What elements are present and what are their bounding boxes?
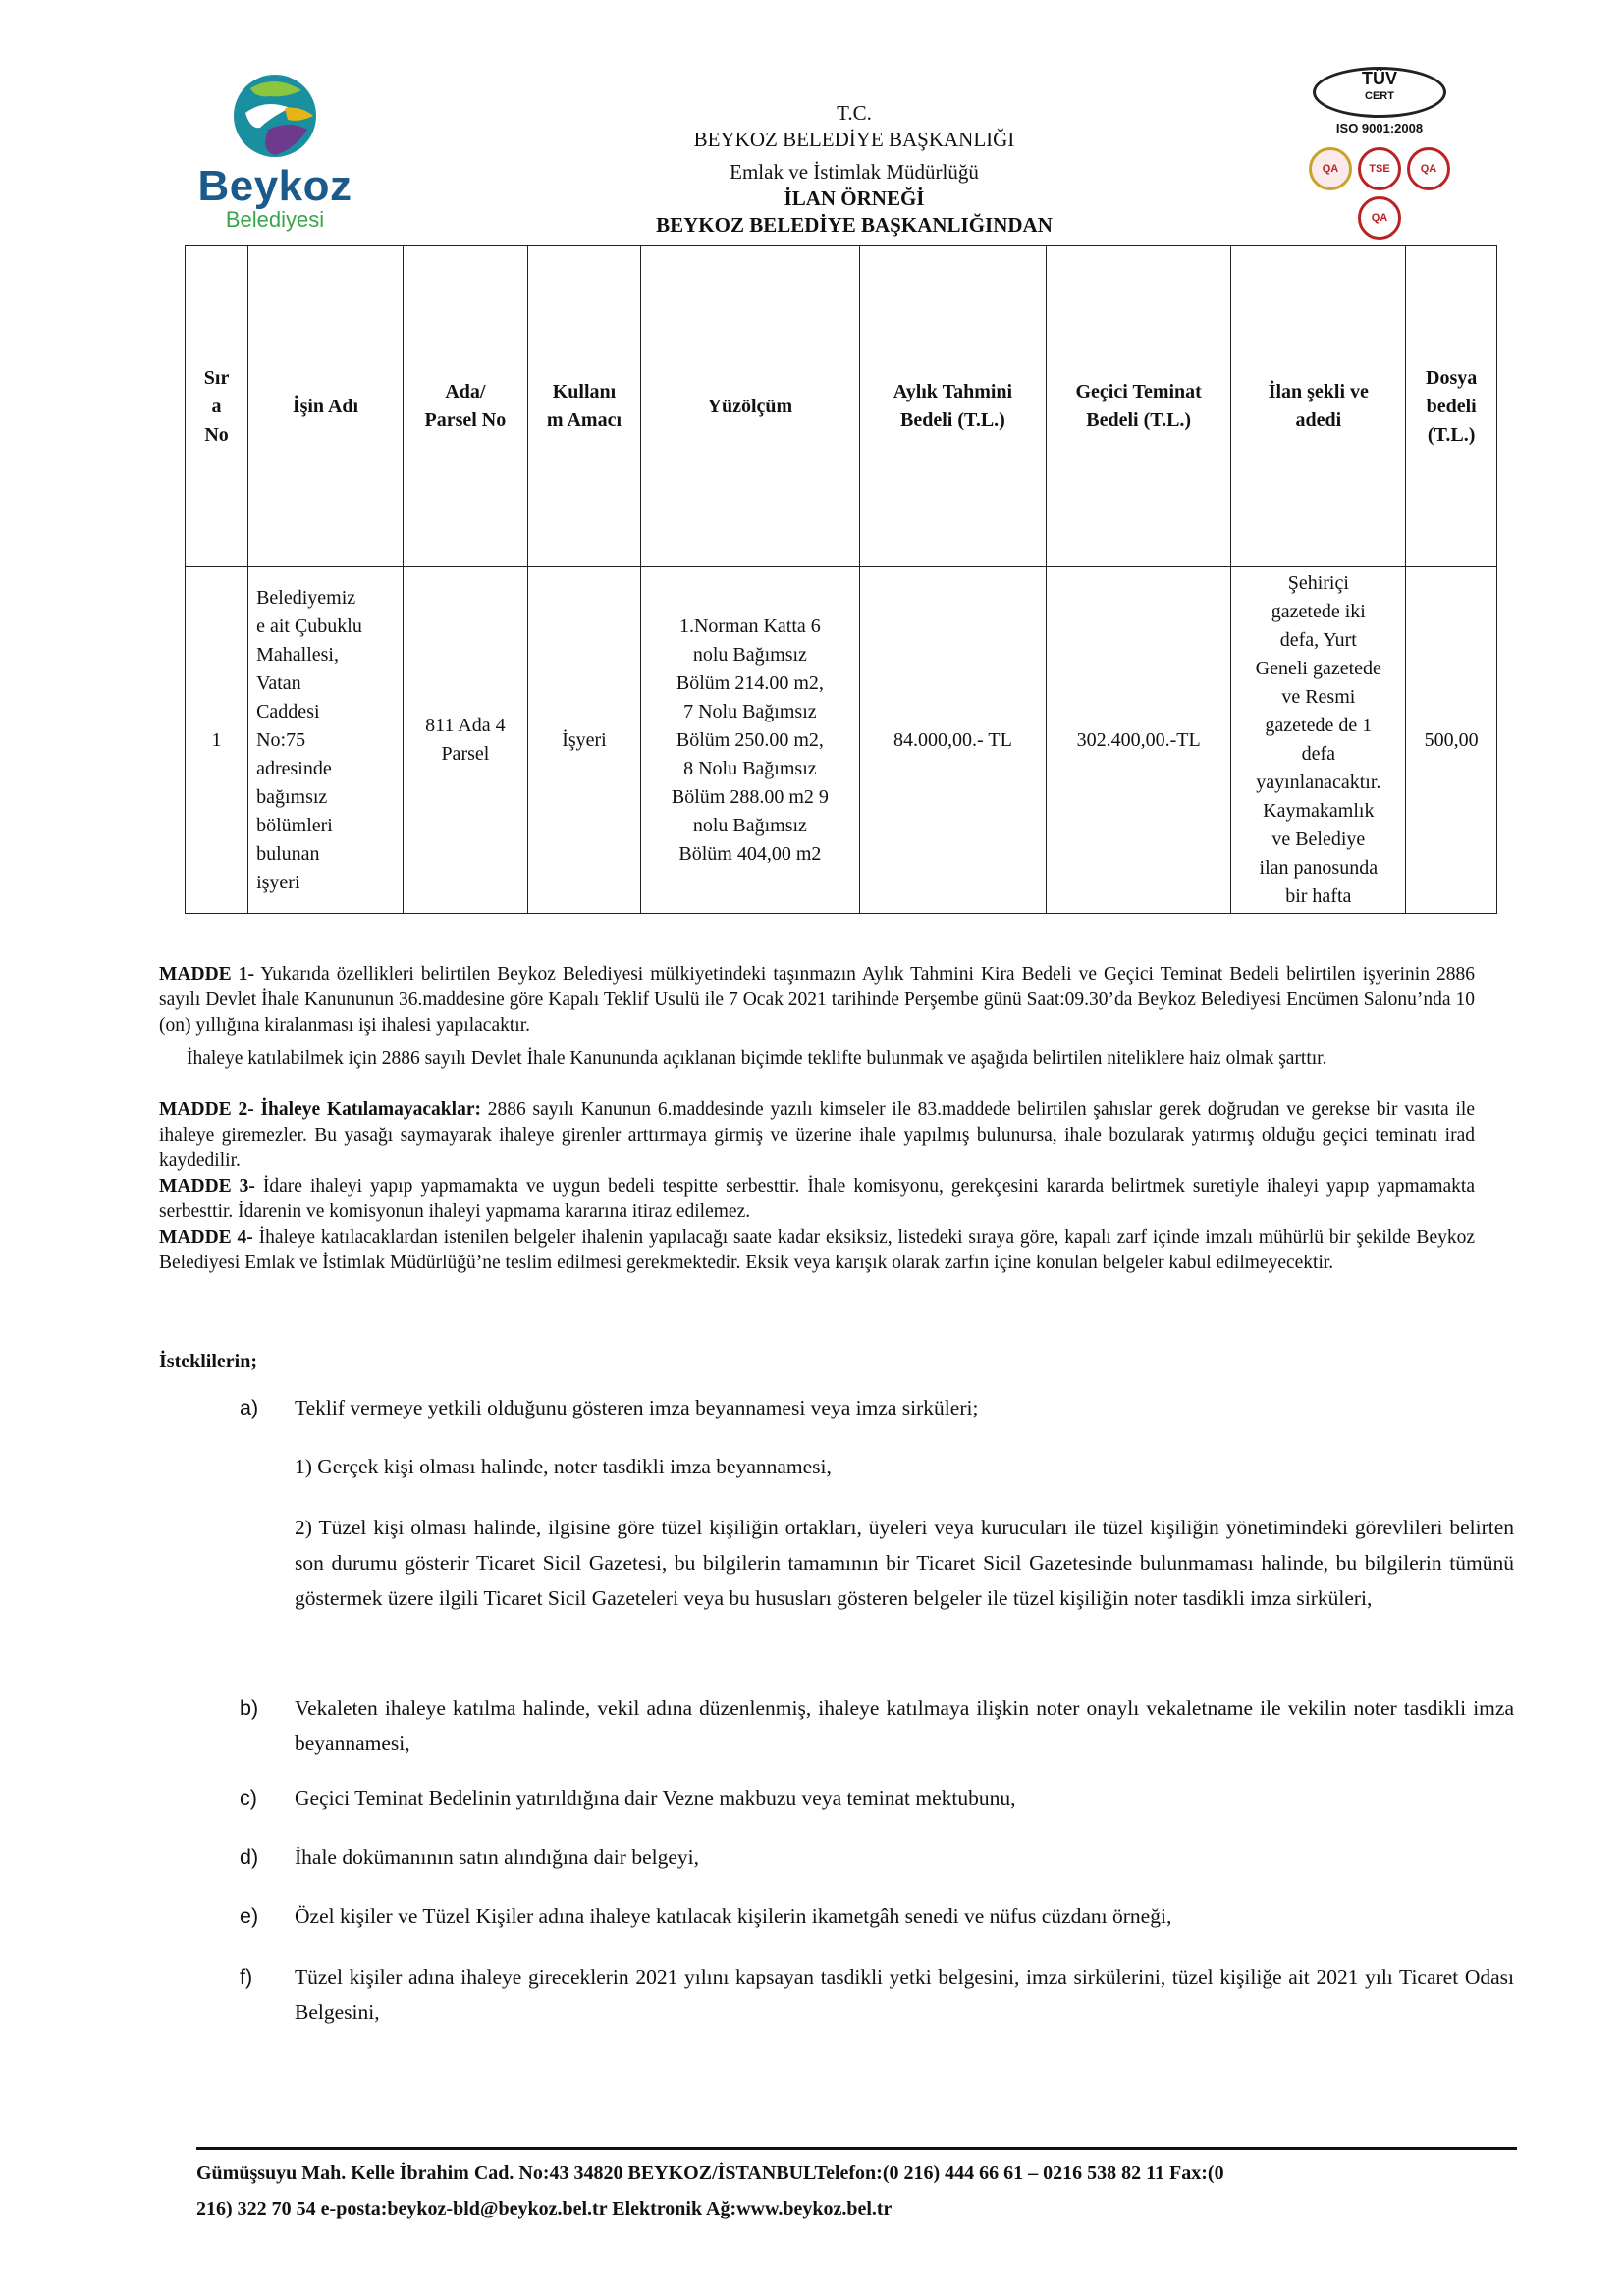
madde-3 [159,1174,1475,1225]
item-a1-text: 1) Gerçek kişi olması halinde, noter tasdikli imza beyannamesi, [295,1455,832,1478]
th-gecici: Geçici Teminat Bedeli (T.L.) [1047,246,1231,567]
item-e-text: Özel kişiler ve Tüzel Kişiler adına ihaleye katılacak kişilerin ikametgâh senedi ve nüfus cüzdanı örneği, [295,1904,1172,1928]
item-c-text: Geçici Teminat Bedelinin yatırıldığına dair Vezne makbuzu veya teminat mektubunu, [295,1787,1016,1810]
cell-isin-adi: Belediyemiz e ait Çubuklu Mahallesi, Vatan Caddesi No:75 adresinde bağımsız bölümleri bulunan işyeri [248,567,404,914]
footer-address: Gümüşsuyu Mah. Kelle İbrahim Cad. No:43 34820 BEYKOZ/İSTANBULTelefon:(0 216) 444 66 61 – 0216 538 82 11 Fax:(0 [196,2163,1224,2184]
madde-2-text: 2886 sayılı Kanunun 6.maddesinde yazılı kimseler ile 83.maddede belirtilen şahıslar gerek doğrudan ve gerekse bir vasıta ile ihaleye giremezler. Bu yasağı saymayarak ihaleye girenler arttırmaya girmiş ve üzerine ihale yapılmış bulunursa, ihale bozularak yatırmış olduğu geçici teminatı irad kaydedilir. [159,1099,1475,1171]
certification-logos [1306,67,1453,234]
cell-kullanim: İşyeri [527,567,640,914]
cell-sira: 1 [186,567,248,914]
isteklilerin-heading: İsteklilerin; [159,1351,257,1372]
qa-badge-icon: QA [1309,147,1352,190]
madde-2-label: MADDE 2- İhaleye Katılamayacaklar: [159,1099,481,1120]
cell-dosya: 500,00 [1406,567,1497,914]
madde-3-label: MADDE 3- [159,1176,255,1197]
table-row [186,567,1497,914]
cert-label: CERT [1365,90,1394,102]
logo-subtitle: Belediyesi [225,207,325,232]
cell-ilan: Şehiriçi gazetede iki defa, Yurt Geneli gazetede ve Resmi gazetede de 1 defa yayınlanacaktır. Kaymakamlık ve Belediye ilan panosunda bir hafta [1231,567,1406,914]
tuv-label: TÜV [1362,69,1397,88]
madde-1-text: Yukarıda özellikleri belirtilen Beykoz Belediyesi mülkiyetindeki taşınmazın Aylık Tahmini Kira Bedeli ve Geçici Teminat Bedeli belirtilen işyerinin 2886 sayılı Devlet İhale Kanununun 36.maddesine göre Kapalı Teklif Usulü ile 7 Ocak 2021 tarihinde Perşembe günü Saat:09.30’da Beykoz Belediyesi Encümen Salonu’nda 10 (on) yıllığına kiralanması işi ihalesi yapılacaktır. [159,964,1476,1036]
beykoz-logo [191,69,358,236]
table-header-row [186,246,1497,567]
item-b-text: Vekaleten ihaleye katılma halinde, vekil adına düzenlenmiş, ihaleye katılmaya ilişkin noter onaylı vekaletname ile vekilin noter tasdikli imza beyannamesi, [295,1696,1514,1755]
cell-gecici: 302.400,00.-TL [1047,567,1231,914]
logo-name: Beykoz [197,162,352,210]
th-aylik: Aylık Tahmini Bedeli (T.L.) [859,246,1046,567]
item-d-text: İhale dokümanının satın alındığına dair belgeyi, [295,1845,699,1869]
header-mudurluk: Emlak ve İstimlak Müdürlüğü [730,160,979,184]
cell-yuzolcum: 1.Norman Katta 6 nolu Bağımsız Bölüm 214.00 m2, 7 Nolu Bağımsız Bölüm 250.00 m2, 8 Nolu Bağımsız Bölüm 288.00 m2 9 nolu Bağımsız Bölüm 404,00 m2 [640,567,859,914]
header-tc: T.C. [837,101,872,125]
header-baskanligindan: BEYKOZ BELEDİYE BAŞKANLIĞINDAN [656,213,1053,237]
madde-4-text: İhaleye katılacaklardan istenilen belgeler ihalenin yapılacağı saate kadar eksiksiz, listedeki sıraya göre, kapalı zarf içinde imzalı mühürlü bir şekilde Beykoz Belediyesi Emlak ve İstimlak Müdürlüğü’ne teslim edilmesi gerekmektedir. Eksik veya karışık olarak zarfın içine konulan belgeler kabul edilmeyecektir. [159,1227,1476,1273]
madde-3-text: İdare ihaleyi yapıp yapmamakta ve uygun bedeli tespitte serbesttir. İhale komisyonu, gerekçesini kararda belirtmek suretiyle ihaleyi yapıp yapmamakta serbesttir. İdarenin ve komisyonun ihaleyi yapmama kararına itiraz edilemez. [159,1176,1475,1222]
madde-4 [159,1225,1475,1276]
th-kullanim: Kullanı m Amacı [527,246,640,567]
header-ilan: İLAN ÖRNEĞİ [784,187,925,210]
th-sira: Sır a No [186,246,248,567]
beykoz-emblem-icon [191,69,358,167]
qa-badge-icon: QA [1407,147,1450,190]
iso-label: ISO 9001:2008 [1335,121,1424,135]
ihale-table [185,245,1497,914]
th-ilan: İlan şekli ve adedi [1231,246,1406,567]
madde-4-label: MADDE 4- [159,1227,253,1248]
footer [196,2156,1517,2226]
item-a2-text: 2) Tüzel kişi olması halinde, ilgisine göre tüzel kişiliğin ortakları, üyeleri veya kurucuları ile tüzel kişiliğin yönetimindeki görevlileri belirten son durumu gösterir Ticaret Sicil Gazetesi, bu bilgilerin tamamının bir Ticaret Sicil Gazetesinde bulunmaması halinde, bu bilgilerin tümünü göstermek üzere ilgili Ticaret Sicil Gazeteleri veya bu hususları gösteren belgeler ile tüzel kişiliğin noter tasdikli imza sirküleri, [295,1516,1514,1610]
cell-ada-parsel: 811 Ada 4 Parsel [403,567,527,914]
madde-1 [159,962,1475,1039]
madde-2 [159,1097,1475,1174]
th-dosya: Dosya bedeli (T.L.) [1406,246,1497,567]
qa-badge-icon: QA [1358,196,1401,240]
header-baskanlik: BEYKOZ BELEDİYE BAŞKANLIĞI [693,128,1015,151]
cell-aylik: 84.000,00.- TL [859,567,1046,914]
th-isin-adi: İşin Adı [248,246,404,567]
madde-1-label: MADDE 1- [159,964,254,985]
tuv-cert-logo [1313,67,1446,118]
tse-badge-icon: TSE [1358,147,1401,190]
item-f-text: Tüzel kişiler adına ihaleye gireceklerin 2021 yılını kapsayan tasdikli yetki belgesini, imza sirkülerini, tüzel kişiliğe ait 2021 yılı Ticaret Odası Belgesini, [295,1965,1514,2024]
th-ada-parsel: Ada/ Parsel No [403,246,527,567]
item-a-text: Teklif vermeye yetkili olduğunu gösteren imza beyannamesi veya imza sirküleri; [295,1396,979,1419]
th-yuzolcum: Yüzölçüm [640,246,859,567]
footer-contact: 216) 322 70 54 e-posta:beykoz-bld@beykoz.bel.tr Elektronik Ağ:www.beykoz.bel.tr [196,2198,893,2219]
footer-rule [196,2147,1517,2150]
ihale-kosul-paragraph: İhaleye katılabilmek için 2886 sayılı Devlet İhale Kanununda açıklanan biçimde teklifte bulunmak ve aşağıda belirtilen niteliklere haiz olmak şarttır. [187,1048,1327,1069]
